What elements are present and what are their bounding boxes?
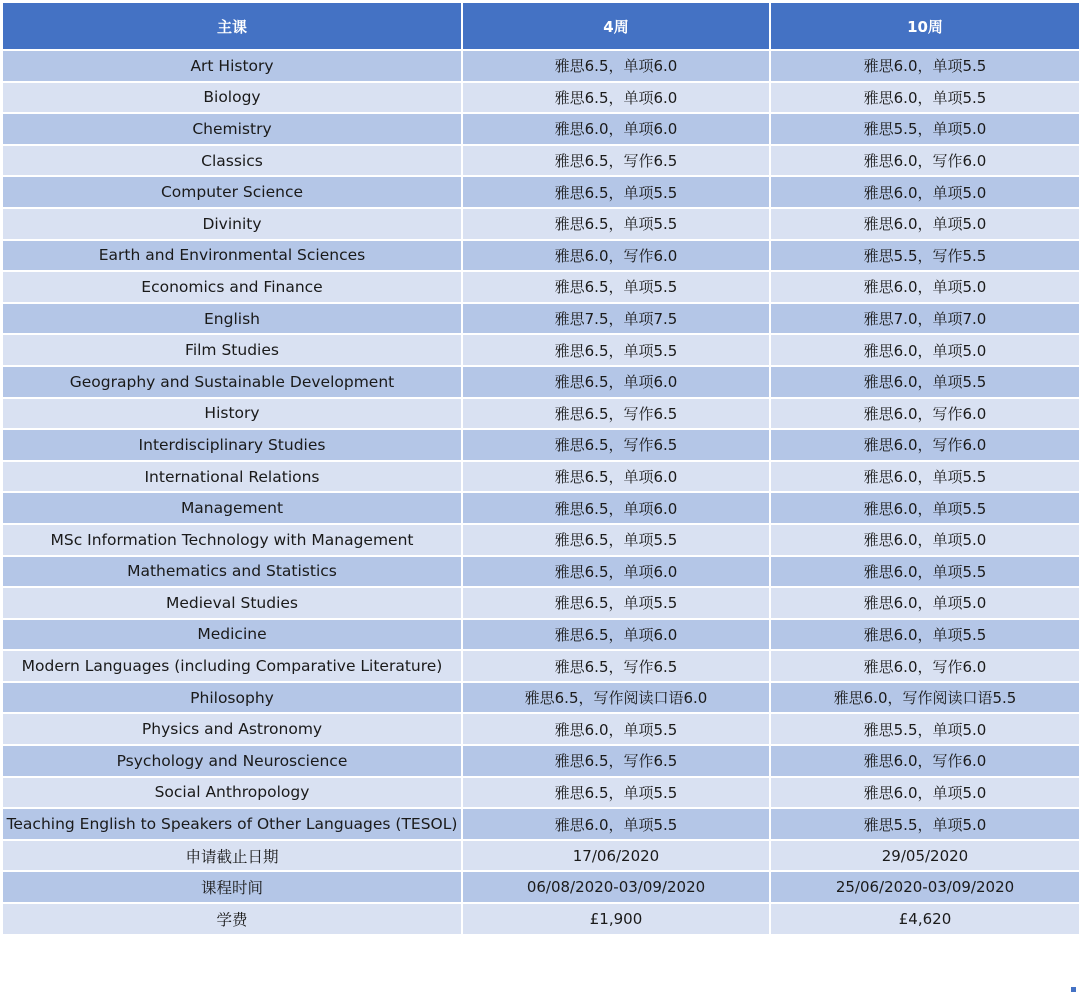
cell-course: Earth and Environmental Sciences <box>2 240 462 272</box>
table-row <box>2 650 1080 682</box>
cell-course: International Relations <box>2 461 462 493</box>
table-row <box>2 303 1080 335</box>
cell-10-weeks: 雅思6.0，单项5.0 <box>770 271 1080 303</box>
cell-course: Psychology and Neuroscience <box>2 745 462 777</box>
cell-10-weeks: 雅思6.0，单项5.0 <box>770 587 1080 619</box>
table-row <box>2 808 1080 840</box>
cell-course: Medieval Studies <box>2 587 462 619</box>
cell-10-weeks: 雅思6.0，单项5.5 <box>770 50 1080 82</box>
cell-10-weeks: 雅思6.0，单项5.0 <box>770 334 1080 366</box>
cell-course: Social Anthropology <box>2 777 462 809</box>
table-body <box>2 50 1080 935</box>
table-row <box>2 840 1080 872</box>
cell-4-weeks: 雅思6.5，单项5.5 <box>462 176 770 208</box>
header-10-weeks: 10周 <box>770 2 1080 50</box>
cell-10-weeks: 雅思6.0，单项5.5 <box>770 366 1080 398</box>
cell-4-weeks: 雅思6.5，单项5.5 <box>462 271 770 303</box>
table-row <box>2 334 1080 366</box>
table-row <box>2 745 1080 777</box>
cell-4-weeks: 雅思6.5，写作6.5 <box>462 429 770 461</box>
cell-10-weeks: £4,620 <box>770 903 1080 935</box>
cell-10-weeks: 雅思6.0，单项5.0 <box>770 524 1080 556</box>
table-row <box>2 524 1080 556</box>
table-row <box>2 587 1080 619</box>
cell-10-weeks: 雅思6.0，单项5.0 <box>770 777 1080 809</box>
cell-4-weeks: 雅思6.5，单项6.0 <box>462 492 770 524</box>
cell-10-weeks: 雅思6.0，单项5.0 <box>770 208 1080 240</box>
cell-4-weeks: 雅思6.5，单项6.0 <box>462 366 770 398</box>
cell-10-weeks: 25/06/2020-03/09/2020 <box>770 871 1080 903</box>
cell-4-weeks: 雅思6.5，写作6.5 <box>462 145 770 177</box>
cell-4-weeks: £1,900 <box>462 903 770 935</box>
cell-4-weeks: 雅思6.5，单项5.5 <box>462 777 770 809</box>
cell-10-weeks: 29/05/2020 <box>770 840 1080 872</box>
cell-10-weeks: 雅思5.5，单项5.0 <box>770 808 1080 840</box>
cell-10-weeks: 雅思6.0，单项5.5 <box>770 556 1080 588</box>
table-row <box>2 366 1080 398</box>
cell-course: Divinity <box>2 208 462 240</box>
table-row <box>2 240 1080 272</box>
table-row <box>2 82 1080 114</box>
requirements-table <box>1 1 1080 936</box>
cell-10-weeks: 雅思6.0，写作6.0 <box>770 429 1080 461</box>
table-row <box>2 777 1080 809</box>
cell-10-weeks: 雅思5.5，写作5.5 <box>770 240 1080 272</box>
cell-course: Philosophy <box>2 682 462 714</box>
table-row <box>2 461 1080 493</box>
cell-course: 申请截止日期 <box>2 840 462 872</box>
header-row <box>2 2 1080 50</box>
cell-course: English <box>2 303 462 335</box>
cell-10-weeks: 雅思6.0，写作6.0 <box>770 398 1080 430</box>
cell-10-weeks: 雅思6.0，单项5.5 <box>770 82 1080 114</box>
table-row <box>2 492 1080 524</box>
cell-10-weeks: 雅思5.5，单项5.0 <box>770 113 1080 145</box>
cell-4-weeks: 雅思6.5，写作6.5 <box>462 745 770 777</box>
cell-course: Management <box>2 492 462 524</box>
cell-course: Film Studies <box>2 334 462 366</box>
cell-4-weeks: 雅思6.5，单项5.5 <box>462 334 770 366</box>
cell-4-weeks: 雅思6.0，单项5.5 <box>462 713 770 745</box>
table-row <box>2 398 1080 430</box>
cell-4-weeks: 雅思6.5，单项6.0 <box>462 50 770 82</box>
cell-course: Art History <box>2 50 462 82</box>
header-course: 主课 <box>2 2 462 50</box>
cell-course: 学费 <box>2 903 462 935</box>
cell-4-weeks: 雅思6.5，单项6.0 <box>462 82 770 114</box>
cell-4-weeks: 17/06/2020 <box>462 840 770 872</box>
cell-10-weeks: 雅思6.0，写作6.0 <box>770 145 1080 177</box>
table-row <box>2 176 1080 208</box>
cell-4-weeks: 雅思6.0，写作6.0 <box>462 240 770 272</box>
cell-10-weeks: 雅思6.0，单项5.0 <box>770 176 1080 208</box>
cell-4-weeks: 雅思6.0，单项5.5 <box>462 808 770 840</box>
cell-4-weeks: 雅思6.5，单项6.0 <box>462 619 770 651</box>
table-row <box>2 50 1080 82</box>
corner-mark <box>1071 987 1076 992</box>
cell-10-weeks: 雅思7.0，单项7.0 <box>770 303 1080 335</box>
cell-4-weeks: 雅思6.0，单项6.0 <box>462 113 770 145</box>
cell-course: Mathematics and Statistics <box>2 556 462 588</box>
cell-course: Interdisciplinary Studies <box>2 429 462 461</box>
cell-10-weeks: 雅思6.0，写作6.0 <box>770 745 1080 777</box>
table-row <box>2 682 1080 714</box>
table-row <box>2 429 1080 461</box>
table-row <box>2 713 1080 745</box>
table-row <box>2 208 1080 240</box>
cell-10-weeks: 雅思6.0，写作6.0 <box>770 650 1080 682</box>
cell-10-weeks: 雅思6.0，单项5.5 <box>770 619 1080 651</box>
cell-4-weeks: 雅思6.5，单项6.0 <box>462 556 770 588</box>
cell-course: Computer Science <box>2 176 462 208</box>
cell-4-weeks: 雅思6.5，写作6.5 <box>462 650 770 682</box>
cell-course: Chemistry <box>2 113 462 145</box>
cell-course: Physics and Astronomy <box>2 713 462 745</box>
cell-10-weeks: 雅思6.0，单项5.5 <box>770 461 1080 493</box>
cell-10-weeks: 雅思6.0，单项5.5 <box>770 492 1080 524</box>
cell-course: Classics <box>2 145 462 177</box>
cell-4-weeks: 雅思6.5，写作6.5 <box>462 398 770 430</box>
cell-course: Biology <box>2 82 462 114</box>
table-row <box>2 145 1080 177</box>
cell-4-weeks: 雅思6.5，写作阅读口语6.0 <box>462 682 770 714</box>
table-row <box>2 113 1080 145</box>
table-row <box>2 903 1080 935</box>
table-row <box>2 271 1080 303</box>
table-row <box>2 556 1080 588</box>
cell-course: Medicine <box>2 619 462 651</box>
cell-4-weeks: 雅思7.5，单项7.5 <box>462 303 770 335</box>
cell-4-weeks: 雅思6.5，单项5.5 <box>462 587 770 619</box>
cell-course: Economics and Finance <box>2 271 462 303</box>
cell-course: MSc Information Technology with Management <box>2 524 462 556</box>
cell-course: 课程时间 <box>2 871 462 903</box>
cell-course: Modern Languages (including Comparative Literature) <box>2 650 462 682</box>
table-row <box>2 619 1080 651</box>
table-row <box>2 871 1080 903</box>
cell-4-weeks: 06/08/2020-03/09/2020 <box>462 871 770 903</box>
cell-10-weeks: 雅思5.5，单项5.0 <box>770 713 1080 745</box>
cell-course: Teaching English to Speakers of Other Languages (TESOL) <box>2 808 462 840</box>
header-4-weeks: 4周 <box>462 2 770 50</box>
cell-4-weeks: 雅思6.5，单项5.5 <box>462 208 770 240</box>
cell-course: History <box>2 398 462 430</box>
cell-4-weeks: 雅思6.5，单项5.5 <box>462 524 770 556</box>
cell-4-weeks: 雅思6.5，单项6.0 <box>462 461 770 493</box>
cell-course: Geography and Sustainable Development <box>2 366 462 398</box>
cell-10-weeks: 雅思6.0，写作阅读口语5.5 <box>770 682 1080 714</box>
